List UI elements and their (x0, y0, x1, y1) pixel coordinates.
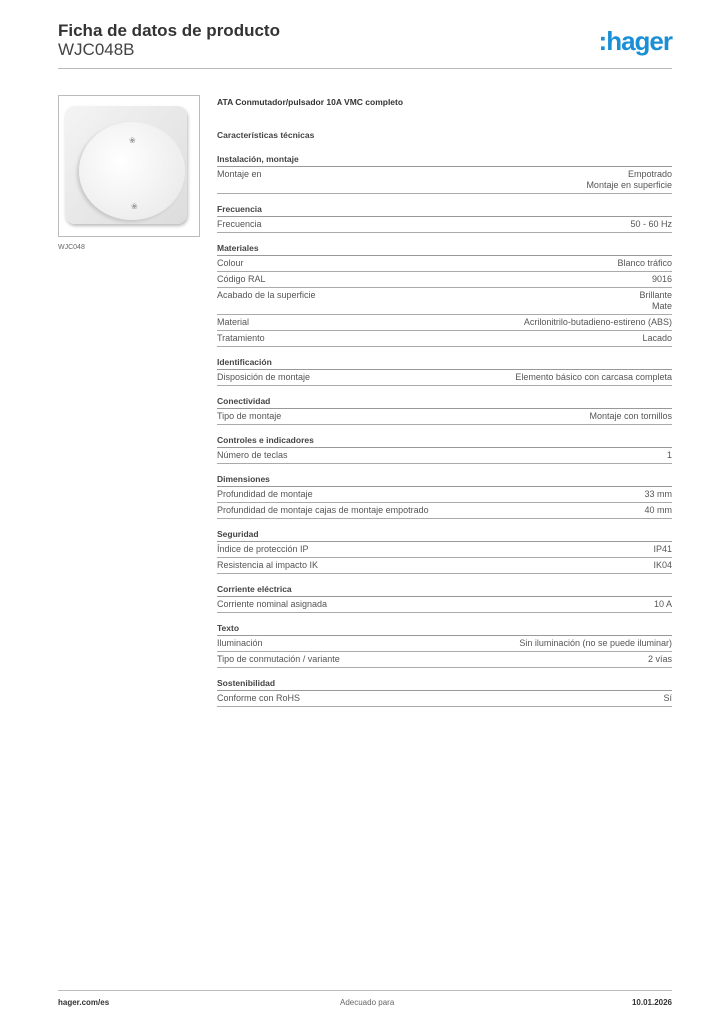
spec-row (217, 409, 672, 425)
spec-value-line: 40 mm (644, 505, 672, 515)
spec-value-line: Montaje con tornillos (589, 411, 672, 421)
spec-section (217, 435, 672, 464)
spec-value (667, 450, 672, 461)
spec-label: Colour (217, 258, 244, 268)
section-title: Identificación (217, 357, 672, 370)
spec-section (217, 474, 672, 519)
spec-label: Profundidad de montaje (217, 489, 313, 499)
section-title: Dimensiones (217, 474, 672, 487)
section-title: Corriente eléctrica (217, 584, 672, 597)
spec-label: Montaje en (217, 169, 262, 179)
spec-section (217, 529, 672, 574)
spec-value-line: Blanco tráfico (617, 258, 672, 268)
spec-section (217, 623, 672, 668)
spec-row (217, 288, 672, 315)
spec-row (217, 636, 672, 652)
spec-value-line: 2 vías (647, 654, 672, 664)
spec-label: Conforme con RoHS (217, 693, 301, 703)
spec-value-line: Mate (651, 301, 672, 311)
spec-value (642, 333, 672, 344)
footer-divider (58, 990, 672, 991)
spec-value (586, 169, 672, 191)
spec-value-line: Montaje en superficie (586, 180, 672, 190)
spec-label: Iluminación (217, 638, 263, 648)
header-divider (58, 68, 672, 69)
spec-label: Resistencia al impacto IK (217, 560, 319, 570)
spec-value (663, 693, 672, 704)
spec-value (644, 505, 672, 516)
spec-section (217, 678, 672, 707)
spec-label: Disposición de montaje (217, 372, 311, 382)
spec-value-line: 10 A (653, 599, 672, 609)
spec-row (217, 487, 672, 503)
spec-label: Tipo de montaje (217, 411, 282, 421)
spec-sections (217, 154, 672, 707)
section-title: Texto (217, 623, 672, 636)
spec-value-line: IK04 (653, 560, 672, 570)
spec-row (217, 217, 672, 233)
spec-row (217, 256, 672, 272)
spec-value (654, 599, 672, 610)
section-title: Conectividad (217, 396, 672, 409)
spec-row (217, 558, 672, 574)
spec-row (217, 448, 672, 464)
spec-row (217, 691, 672, 707)
spec-value-line: Acrilonitrilo-butadieno-estireno (ABS) (523, 317, 672, 327)
spec-row (217, 503, 672, 519)
spec-section (217, 204, 672, 233)
spec-value-line: Lacado (642, 333, 672, 343)
tech-title: Características técnicas (217, 130, 315, 140)
spec-section (217, 357, 672, 386)
spec-row (217, 167, 672, 194)
spec-value (648, 654, 672, 665)
spec-value-line: Sí (663, 693, 672, 703)
section-title: Controles e indicadores (217, 435, 672, 448)
spec-value-line: Elemento básico con carcasa completa (515, 372, 672, 382)
spec-row (217, 370, 672, 386)
spec-row (217, 652, 672, 668)
spec-label: Tratamiento (217, 333, 265, 343)
spec-value (653, 560, 672, 571)
spec-row (217, 331, 672, 347)
spec-value (617, 258, 672, 269)
document-title: Ficha de datos de producto (58, 21, 280, 40)
spec-value-line: Empotrado (627, 169, 672, 179)
spec-value (589, 411, 672, 422)
spec-value-line: 50 - 60 Hz (630, 219, 672, 229)
footer-date: 10.01.2026 (631, 998, 672, 1007)
image-caption: WJC048 (58, 244, 85, 251)
spec-label: Índice de protección IP (217, 544, 309, 554)
spec-label: Acabado de la superficie (217, 290, 316, 300)
section-title: Frecuencia (217, 204, 672, 217)
section-title: Seguridad (217, 529, 672, 542)
section-title: Instalación, montaje (217, 154, 672, 167)
spec-label: Material (217, 317, 250, 327)
section-title: Sostenibilidad (217, 678, 672, 691)
fan-icon: ❀ (129, 136, 136, 145)
spec-value (644, 489, 672, 500)
spec-section (217, 243, 672, 347)
spec-value-line: 33 mm (644, 489, 672, 499)
spec-value-line: 9016 (651, 274, 672, 284)
spec-value-line: 1 (666, 450, 672, 460)
section-title: Materiales (217, 243, 672, 256)
spec-content (217, 97, 672, 707)
spec-label: Frecuencia (217, 219, 262, 229)
spec-row (217, 597, 672, 613)
fan-icon: ❀ (131, 202, 138, 211)
spec-row (217, 542, 672, 558)
spec-value (524, 317, 672, 328)
switch-plate (65, 106, 187, 224)
spec-value-line: IP41 (653, 544, 672, 554)
spec-value (652, 274, 672, 285)
spec-value (515, 372, 672, 383)
spec-value (630, 219, 672, 230)
hager-logo: :hager (598, 26, 672, 56)
spec-value (519, 638, 672, 649)
spec-value (653, 544, 672, 555)
spec-section (217, 584, 672, 613)
spec-label: Profundidad de montaje cajas de montaje empotrado (217, 505, 429, 515)
product-code: WJC048B (58, 40, 135, 59)
spec-row (217, 315, 672, 331)
spec-label: Código RAL (217, 274, 266, 284)
switch-knob (79, 122, 185, 220)
footer-website[interactable]: hager.com/es (58, 998, 110, 1007)
spec-section (217, 154, 672, 194)
spec-value-line: Sin iluminación (no se puede iluminar) (519, 638, 672, 648)
spec-value-line: Brillante (639, 290, 672, 300)
spec-label: Corriente nominal asignada (217, 599, 328, 609)
spec-label: Número de teclas (217, 450, 288, 460)
spec-section (217, 396, 672, 425)
spec-value (639, 290, 672, 312)
product-name: ATA Conmutador/pulsador 10A VMC completo (217, 97, 404, 107)
spec-row (217, 272, 672, 288)
product-image (58, 95, 200, 237)
footer-middle: Adecuado para (340, 998, 395, 1007)
spec-label: Tipo de conmutación / variante (217, 654, 340, 664)
